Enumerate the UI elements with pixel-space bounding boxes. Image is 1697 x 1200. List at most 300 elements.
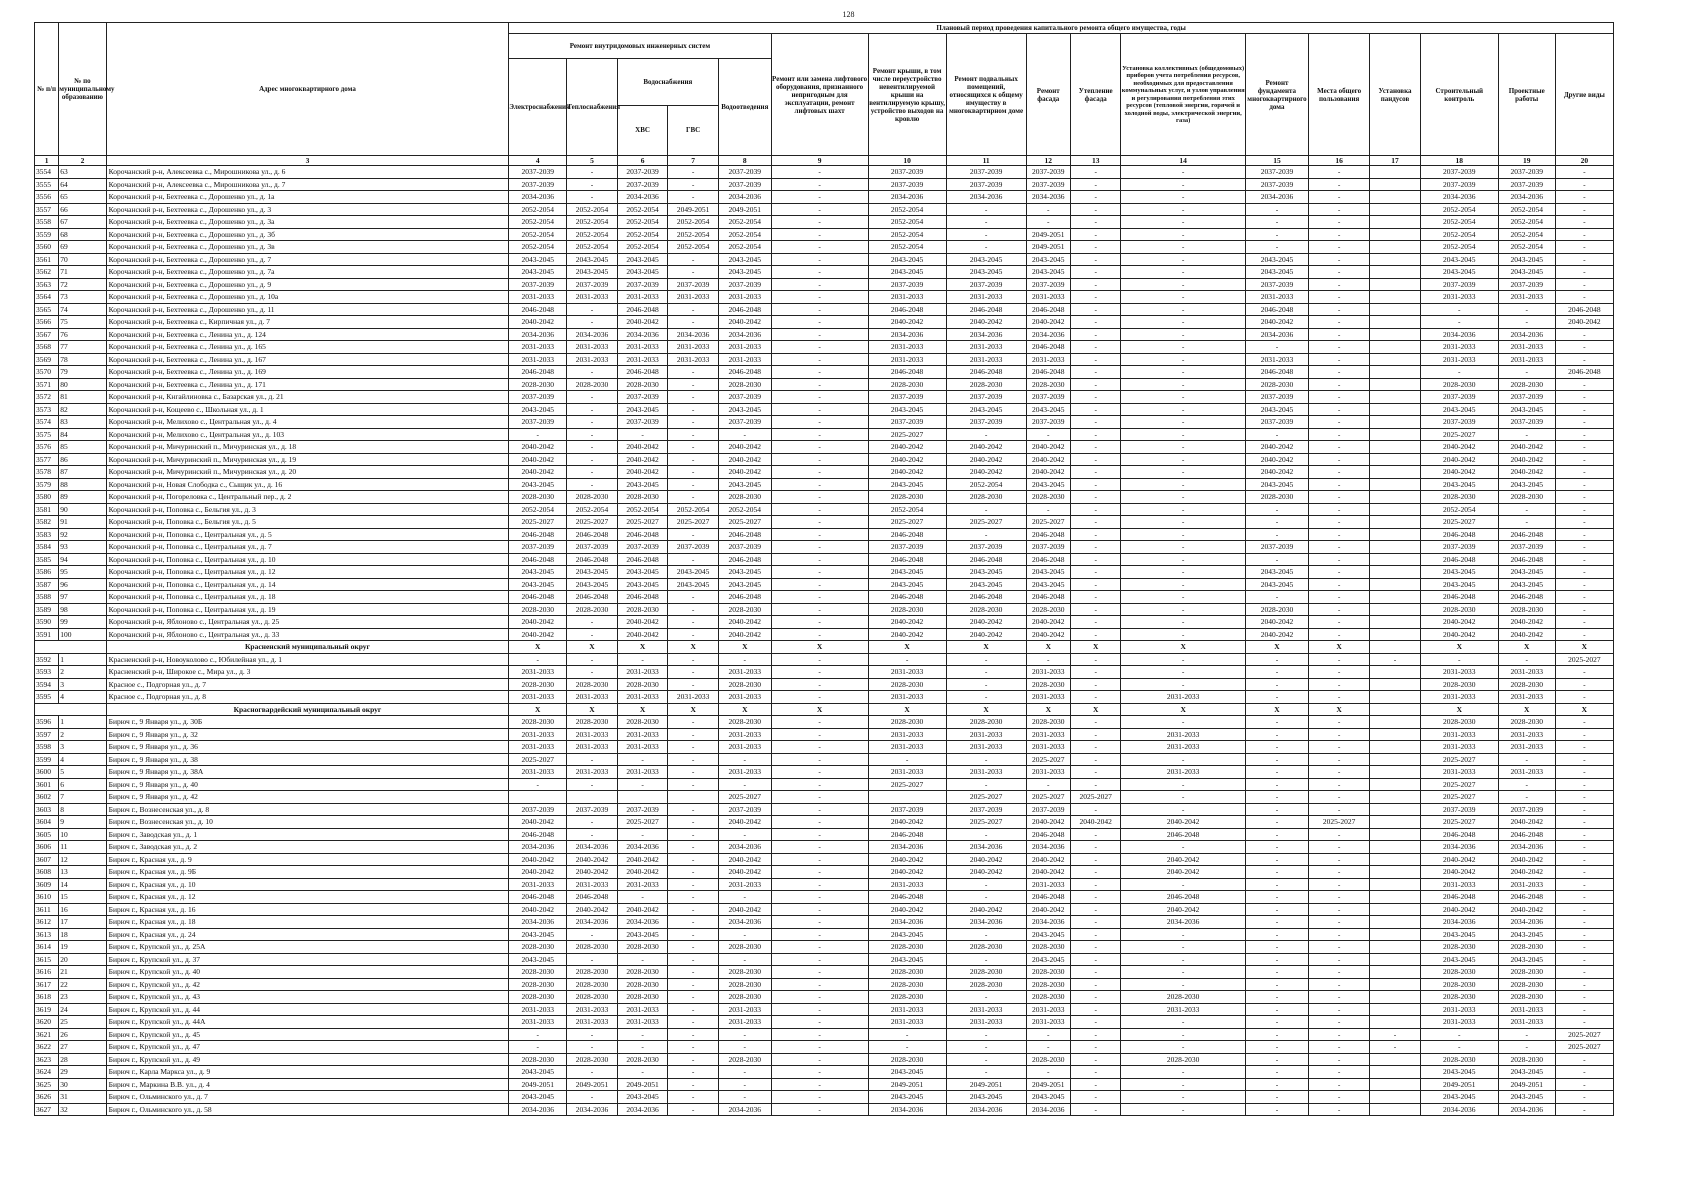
row-number-cell: 3622 bbox=[35, 1041, 59, 1054]
period-cell bbox=[1370, 216, 1421, 229]
period-cell: 2046-2048 bbox=[567, 891, 618, 904]
period-cell: 2052-2054 bbox=[1498, 228, 1555, 241]
row-number-cell: 3611 bbox=[35, 903, 59, 916]
municipal-number-cell: 100 bbox=[59, 628, 106, 641]
period-cell: 2031-2033 bbox=[718, 878, 771, 891]
period-cell: 2037-2039 bbox=[1420, 416, 1498, 429]
period-cell bbox=[1370, 866, 1421, 879]
period-cell: 2040-2042 bbox=[946, 628, 1026, 641]
period-cell: 2031-2033 bbox=[946, 766, 1026, 779]
period-cell: - bbox=[946, 878, 1026, 891]
period-cell: - bbox=[771, 291, 868, 304]
period-cell: - bbox=[1309, 953, 1370, 966]
municipal-number-cell: 30 bbox=[59, 1078, 106, 1091]
period-cell: - bbox=[617, 953, 668, 966]
period-cell: 2031-2033 bbox=[509, 1016, 567, 1029]
period-cell: - bbox=[1070, 316, 1121, 329]
period-cell: - bbox=[771, 728, 868, 741]
period-cell: - bbox=[567, 166, 618, 179]
period-cell: 2043-2045 bbox=[509, 266, 567, 279]
period-cell bbox=[668, 791, 719, 804]
period-cell: - bbox=[771, 753, 868, 766]
period-cell: 2043-2045 bbox=[617, 478, 668, 491]
address-cell: Корочанский р-н, Бехтеевка с., Дорошенко ул., д. 3а bbox=[106, 216, 509, 229]
period-cell: - bbox=[1309, 291, 1370, 304]
period-cell: - bbox=[1498, 1028, 1555, 1041]
period-cell: 2025-2027 bbox=[509, 516, 567, 529]
header-water-title: Водоснабжения bbox=[618, 59, 718, 106]
address-cell: Бирюч г., 9 Января ул., д. 32 bbox=[106, 728, 509, 741]
period-cell: - bbox=[946, 216, 1026, 229]
address-cell: Бирюч г., Карла Маркса ул., д. 9 bbox=[106, 1066, 509, 1079]
period-cell: 2037-2039 bbox=[1245, 416, 1308, 429]
period-cell: 2046-2048 bbox=[1555, 303, 1613, 316]
row-number-cell: 3602 bbox=[35, 791, 59, 804]
period-cell: 2046-2048 bbox=[1026, 528, 1070, 541]
period-cell: 2031-2033 bbox=[1498, 666, 1555, 679]
period-cell: 2028-2030 bbox=[868, 603, 946, 616]
period-cell: - bbox=[1555, 978, 1613, 991]
period-cell: 2037-2039 bbox=[868, 178, 946, 191]
period-cell: - bbox=[1309, 453, 1370, 466]
period-cell: - bbox=[1070, 941, 1121, 954]
period-cell: 2034-2036 bbox=[1498, 916, 1555, 929]
period-cell: 2028-2030 bbox=[718, 978, 771, 991]
period-cell: - bbox=[771, 828, 868, 841]
period-cell bbox=[1370, 516, 1421, 529]
period-cell: 2043-2045 bbox=[617, 403, 668, 416]
period-cell: - bbox=[567, 391, 618, 404]
period-cell: - bbox=[1026, 653, 1070, 666]
period-cell: 2025-2027 bbox=[868, 428, 946, 441]
period-cell: 2043-2045 bbox=[1420, 1091, 1498, 1104]
period-cell: - bbox=[509, 653, 567, 666]
period-cell: 2037-2039 bbox=[567, 278, 618, 291]
period-cell: 2043-2045 bbox=[1026, 953, 1070, 966]
period-cell: 2043-2045 bbox=[1420, 1066, 1498, 1079]
period-cell: 2028-2030 bbox=[617, 941, 668, 954]
period-cell: - bbox=[771, 353, 868, 366]
period-cell: 2052-2054 bbox=[718, 216, 771, 229]
section-x-cell bbox=[1370, 703, 1421, 716]
period-cell: 2043-2045 bbox=[668, 578, 719, 591]
period-cell: - bbox=[771, 503, 868, 516]
period-cell: 2028-2030 bbox=[946, 966, 1026, 979]
period-cell: - bbox=[1555, 341, 1613, 354]
period-cell bbox=[1370, 503, 1421, 516]
period-cell: 2052-2054 bbox=[567, 241, 618, 254]
period-cell: - bbox=[1555, 991, 1613, 1004]
period-cell: 2034-2036 bbox=[1026, 916, 1070, 929]
municipal-number-cell: 78 bbox=[59, 353, 106, 366]
period-cell: 2037-2039 bbox=[1420, 278, 1498, 291]
period-cell: - bbox=[1070, 1103, 1121, 1116]
period-cell: - bbox=[1121, 416, 1245, 429]
period-cell: 2037-2039 bbox=[617, 541, 668, 554]
period-cell: - bbox=[1555, 528, 1613, 541]
period-cell: 2043-2045 bbox=[1420, 566, 1498, 579]
period-cell: - bbox=[1121, 928, 1245, 941]
period-cell: - bbox=[668, 528, 719, 541]
period-cell: 2028-2030 bbox=[617, 378, 668, 391]
column-number-cell: 14 bbox=[1121, 156, 1245, 166]
address-cell: Корочанский р-н, Погореловка с., Центральный пер., д. 2 bbox=[106, 491, 509, 504]
period-cell: - bbox=[567, 816, 618, 829]
period-cell: 2037-2039 bbox=[1026, 391, 1070, 404]
column-number-cell: 6 bbox=[617, 156, 668, 166]
period-cell: 2028-2030 bbox=[509, 978, 567, 991]
period-cell: - bbox=[771, 1103, 868, 1116]
period-cell: 2031-2033 bbox=[509, 666, 567, 679]
row-number-cell: 3621 bbox=[35, 1028, 59, 1041]
period-cell: 2028-2030 bbox=[567, 978, 618, 991]
municipal-number-cell: 95 bbox=[59, 566, 106, 579]
period-cell: - bbox=[668, 828, 719, 841]
period-cell: 2031-2033 bbox=[718, 291, 771, 304]
period-cell: - bbox=[771, 966, 868, 979]
period-cell: - bbox=[1309, 666, 1370, 679]
period-cell: 2052-2054 bbox=[1498, 216, 1555, 229]
period-cell: - bbox=[1121, 428, 1245, 441]
period-cell: - bbox=[567, 953, 618, 966]
period-cell: - bbox=[1420, 366, 1498, 379]
period-cell: 2034-2036 bbox=[946, 1103, 1026, 1116]
period-cell: 2046-2048 bbox=[1026, 303, 1070, 316]
row-number-cell: 3574 bbox=[35, 416, 59, 429]
period-cell: - bbox=[617, 653, 668, 666]
period-cell: 2025-2027 bbox=[1420, 428, 1498, 441]
period-cell: - bbox=[1245, 991, 1308, 1004]
period-cell: - bbox=[868, 1028, 946, 1041]
period-cell: 2037-2039 bbox=[1498, 166, 1555, 179]
period-cell: - bbox=[946, 528, 1026, 541]
header-ramps: Установка пандусов bbox=[1370, 34, 1421, 156]
period-cell: 2037-2039 bbox=[868, 541, 946, 554]
period-cell: 2025-2027 bbox=[1555, 1028, 1613, 1041]
period-cell: - bbox=[668, 1078, 719, 1091]
period-cell: - bbox=[771, 266, 868, 279]
period-cell: - bbox=[1026, 1041, 1070, 1054]
period-cell: - bbox=[1370, 1041, 1421, 1054]
period-cell: - bbox=[1121, 566, 1245, 579]
period-cell: 2037-2039 bbox=[1420, 166, 1498, 179]
period-cell: 2028-2030 bbox=[567, 378, 618, 391]
section-row bbox=[35, 641, 1614, 654]
header-np: № п/п bbox=[35, 23, 59, 156]
period-cell: - bbox=[567, 466, 618, 479]
period-cell: - bbox=[1555, 778, 1613, 791]
period-cell: 2046-2048 bbox=[718, 553, 771, 566]
period-cell: 2043-2045 bbox=[718, 403, 771, 416]
address-cell: Бирюч г., Вознесенская ул., д. 8 bbox=[106, 803, 509, 816]
period-cell: 2040-2042 bbox=[1245, 628, 1308, 641]
period-cell: 2028-2030 bbox=[1245, 491, 1308, 504]
period-cell: - bbox=[1309, 1028, 1370, 1041]
row-number-cell: 3568 bbox=[35, 341, 59, 354]
period-cell: - bbox=[771, 441, 868, 454]
period-cell: - bbox=[668, 478, 719, 491]
period-cell: - bbox=[1555, 716, 1613, 729]
period-cell: - bbox=[1026, 1028, 1070, 1041]
period-cell: 2031-2033 bbox=[1026, 766, 1070, 779]
period-cell: - bbox=[771, 953, 868, 966]
period-cell: - bbox=[1498, 303, 1555, 316]
period-cell: 2037-2039 bbox=[1245, 278, 1308, 291]
period-cell: 2040-2042 bbox=[946, 903, 1026, 916]
table-row bbox=[35, 466, 1614, 479]
row-number-cell: 3606 bbox=[35, 841, 59, 854]
period-cell: - bbox=[771, 903, 868, 916]
period-cell: 2040-2042 bbox=[868, 616, 946, 629]
period-cell: - bbox=[718, 753, 771, 766]
period-cell: 2046-2048 bbox=[1026, 366, 1070, 379]
table-row bbox=[35, 566, 1614, 579]
address-cell: Бирюч г., Крупской ул., д. 37 bbox=[106, 953, 509, 966]
period-cell bbox=[1370, 616, 1421, 629]
period-cell bbox=[1370, 1103, 1421, 1116]
address-cell: Бирюч г., Крупской ул., д. 44А bbox=[106, 1016, 509, 1029]
period-cell: - bbox=[771, 816, 868, 829]
repair-plan-table bbox=[34, 22, 1614, 1116]
period-cell: 2031-2033 bbox=[718, 691, 771, 704]
period-cell: - bbox=[1070, 653, 1121, 666]
address-cell: Корочанский р-н, Мелихово с., Центральная ул., д. 103 bbox=[106, 428, 509, 441]
period-cell: - bbox=[1070, 166, 1121, 179]
period-cell: 2025-2027 bbox=[1070, 791, 1121, 804]
period-cell: - bbox=[1070, 966, 1121, 979]
period-cell: 2028-2030 bbox=[509, 941, 567, 954]
period-cell: 2043-2045 bbox=[1026, 566, 1070, 579]
period-cell: - bbox=[1555, 166, 1613, 179]
period-cell: - bbox=[1309, 903, 1370, 916]
period-cell: - bbox=[1309, 378, 1370, 391]
period-cell: - bbox=[946, 828, 1026, 841]
period-cell: 2052-2054 bbox=[868, 216, 946, 229]
municipal-number-cell: 88 bbox=[59, 478, 106, 491]
period-cell: 2046-2048 bbox=[868, 591, 946, 604]
period-cell: - bbox=[1070, 478, 1121, 491]
table-row bbox=[35, 1041, 1614, 1054]
period-cell bbox=[1370, 1003, 1421, 1016]
address-cell: Корочанский р-н, Алексеевка с., Мирошникова ул., д. 6 bbox=[106, 166, 509, 179]
period-cell: - bbox=[1498, 653, 1555, 666]
period-cell: 2037-2039 bbox=[946, 416, 1026, 429]
period-cell: - bbox=[946, 666, 1026, 679]
period-cell: 2043-2045 bbox=[1026, 478, 1070, 491]
period-cell: - bbox=[771, 203, 868, 216]
period-cell: - bbox=[1245, 1078, 1308, 1091]
period-cell bbox=[1370, 491, 1421, 504]
period-cell: 2028-2030 bbox=[1121, 991, 1245, 1004]
table-row bbox=[35, 1091, 1614, 1104]
period-cell: - bbox=[567, 428, 618, 441]
period-cell: 2031-2033 bbox=[1498, 766, 1555, 779]
period-cell: 2052-2054 bbox=[718, 228, 771, 241]
row-number-cell: 3617 bbox=[35, 978, 59, 991]
table-row bbox=[35, 391, 1614, 404]
period-cell: 2043-2045 bbox=[567, 578, 618, 591]
period-cell: 2031-2033 bbox=[1420, 1016, 1498, 1029]
period-cell: - bbox=[1121, 778, 1245, 791]
period-cell: - bbox=[1309, 678, 1370, 691]
period-cell: 2034-2036 bbox=[617, 916, 668, 929]
period-cell: 2043-2045 bbox=[617, 578, 668, 591]
address-cell: Бирюч г., Крупской ул., д. 44 bbox=[106, 1003, 509, 1016]
table-row bbox=[35, 478, 1614, 491]
period-cell: 2028-2030 bbox=[509, 603, 567, 616]
period-cell: 2031-2033 bbox=[1026, 878, 1070, 891]
period-cell: 2037-2039 bbox=[1420, 178, 1498, 191]
period-cell: 2025-2027 bbox=[868, 516, 946, 529]
period-cell: 2040-2042 bbox=[1026, 453, 1070, 466]
period-cell: - bbox=[1309, 728, 1370, 741]
period-cell: - bbox=[868, 1041, 946, 1054]
table-row bbox=[35, 741, 1614, 754]
row-number-cell: 3584 bbox=[35, 541, 59, 554]
period-cell bbox=[1370, 791, 1421, 804]
table-row bbox=[35, 653, 1614, 666]
period-cell: 2043-2045 bbox=[1245, 403, 1308, 416]
period-cell: 2028-2030 bbox=[567, 603, 618, 616]
period-cell: - bbox=[668, 978, 719, 991]
period-cell: - bbox=[1555, 866, 1613, 879]
period-cell: 2031-2033 bbox=[617, 691, 668, 704]
period-cell: 2052-2054 bbox=[1420, 203, 1498, 216]
period-cell: - bbox=[1070, 516, 1121, 529]
period-cell: - bbox=[1420, 316, 1498, 329]
period-cell: 2043-2045 bbox=[509, 953, 567, 966]
header-heat: Теплоснабжения bbox=[567, 59, 618, 156]
section-x-cell: X bbox=[771, 641, 868, 654]
period-cell bbox=[1370, 278, 1421, 291]
period-cell: 2043-2045 bbox=[946, 578, 1026, 591]
period-cell: - bbox=[1245, 1103, 1308, 1116]
period-cell: 2040-2042 bbox=[617, 466, 668, 479]
column-number-cell: 2 bbox=[59, 156, 106, 166]
address-cell: Бирюч г., 9 Января ул., д. 36 bbox=[106, 741, 509, 754]
period-cell: - bbox=[1121, 491, 1245, 504]
period-cell: 2034-2036 bbox=[946, 191, 1026, 204]
period-cell bbox=[1370, 728, 1421, 741]
period-cell: 2043-2045 bbox=[567, 566, 618, 579]
period-cell: 2046-2048 bbox=[509, 528, 567, 541]
period-cell: - bbox=[1070, 278, 1121, 291]
row-number-cell: 3620 bbox=[35, 1016, 59, 1029]
period-cell: 2043-2045 bbox=[868, 253, 946, 266]
period-cell: - bbox=[1309, 603, 1370, 616]
period-cell: 2031-2033 bbox=[1420, 728, 1498, 741]
address-cell: Красненский р-н, Широкое с., Мира ул., д. 3 bbox=[106, 666, 509, 679]
period-cell: 2031-2033 bbox=[1026, 741, 1070, 754]
period-cell: 2028-2030 bbox=[567, 491, 618, 504]
period-cell: - bbox=[1309, 1053, 1370, 1066]
period-cell: 2031-2033 bbox=[1420, 878, 1498, 891]
row-number-cell: 3588 bbox=[35, 591, 59, 604]
municipal-number-cell: 16 bbox=[59, 903, 106, 916]
period-cell: - bbox=[1245, 691, 1308, 704]
period-cell: 2037-2039 bbox=[567, 541, 618, 554]
period-cell: 2043-2045 bbox=[509, 566, 567, 579]
period-cell: 2037-2039 bbox=[509, 541, 567, 554]
table-row bbox=[35, 403, 1614, 416]
period-cell: 2040-2042 bbox=[718, 316, 771, 329]
period-cell: 2031-2033 bbox=[567, 291, 618, 304]
row-number-cell: 3567 bbox=[35, 328, 59, 341]
period-cell: 2043-2045 bbox=[1420, 403, 1498, 416]
period-cell: 2037-2039 bbox=[868, 803, 946, 816]
period-cell: - bbox=[771, 741, 868, 754]
period-cell: - bbox=[771, 616, 868, 629]
period-cell: - bbox=[567, 441, 618, 454]
period-cell: 2043-2045 bbox=[718, 566, 771, 579]
period-cell: - bbox=[1555, 916, 1613, 929]
row-number-cell: 3619 bbox=[35, 1003, 59, 1016]
period-cell: 2043-2045 bbox=[617, 928, 668, 941]
period-cell: 2031-2033 bbox=[946, 1003, 1026, 1016]
period-cell: 2043-2045 bbox=[617, 253, 668, 266]
period-cell: - bbox=[668, 1028, 719, 1041]
period-cell: - bbox=[1070, 428, 1121, 441]
period-cell: - bbox=[1555, 278, 1613, 291]
municipal-number-cell: 6 bbox=[59, 778, 106, 791]
period-cell: 2043-2045 bbox=[868, 1066, 946, 1079]
municipal-number-cell: 75 bbox=[59, 316, 106, 329]
column-number-cell: 3 bbox=[106, 156, 509, 166]
period-cell: - bbox=[1245, 203, 1308, 216]
period-cell: 2037-2039 bbox=[718, 541, 771, 554]
period-cell: 2031-2033 bbox=[868, 353, 946, 366]
period-cell: 2040-2042 bbox=[509, 866, 567, 879]
period-cell bbox=[1370, 528, 1421, 541]
period-cell: - bbox=[668, 416, 719, 429]
period-cell: 2031-2033 bbox=[567, 1003, 618, 1016]
municipal-number-cell: 21 bbox=[59, 966, 106, 979]
period-cell: 2046-2048 bbox=[1245, 366, 1308, 379]
period-cell: - bbox=[1121, 166, 1245, 179]
column-number-cell: 7 bbox=[668, 156, 719, 166]
period-cell: - bbox=[1245, 653, 1308, 666]
period-cell: 2052-2054 bbox=[1420, 228, 1498, 241]
period-cell: - bbox=[1070, 253, 1121, 266]
period-cell: - bbox=[567, 416, 618, 429]
period-cell: - bbox=[617, 778, 668, 791]
period-cell: 2028-2030 bbox=[1245, 378, 1308, 391]
period-cell: 2025-2027 bbox=[946, 816, 1026, 829]
period-cell: 2031-2033 bbox=[617, 666, 668, 679]
municipal-number-cell: 87 bbox=[59, 466, 106, 479]
period-cell: - bbox=[1245, 778, 1308, 791]
period-cell: - bbox=[946, 778, 1026, 791]
period-cell bbox=[1370, 1066, 1421, 1079]
municipal-number-cell: 67 bbox=[59, 216, 106, 229]
period-cell: 2034-2036 bbox=[1420, 191, 1498, 204]
period-cell: - bbox=[771, 516, 868, 529]
period-cell: - bbox=[1309, 316, 1370, 329]
address-cell: Корочанский р-н, Бехтеевка с., Ленина ул., д. 165 bbox=[106, 341, 509, 354]
municipal-number-cell: 69 bbox=[59, 241, 106, 254]
period-cell: - bbox=[567, 628, 618, 641]
period-cell: 2043-2045 bbox=[868, 928, 946, 941]
address-cell: Бирюч г., Крупской ул., д. 25А bbox=[106, 941, 509, 954]
period-cell: 2034-2036 bbox=[868, 328, 946, 341]
table-row bbox=[35, 591, 1614, 604]
period-cell: 2037-2039 bbox=[509, 278, 567, 291]
period-cell: 2031-2033 bbox=[718, 341, 771, 354]
period-cell: 2031-2033 bbox=[668, 341, 719, 354]
period-cell: - bbox=[1070, 491, 1121, 504]
period-cell: 2028-2030 bbox=[718, 678, 771, 691]
period-cell: 2031-2033 bbox=[509, 878, 567, 891]
